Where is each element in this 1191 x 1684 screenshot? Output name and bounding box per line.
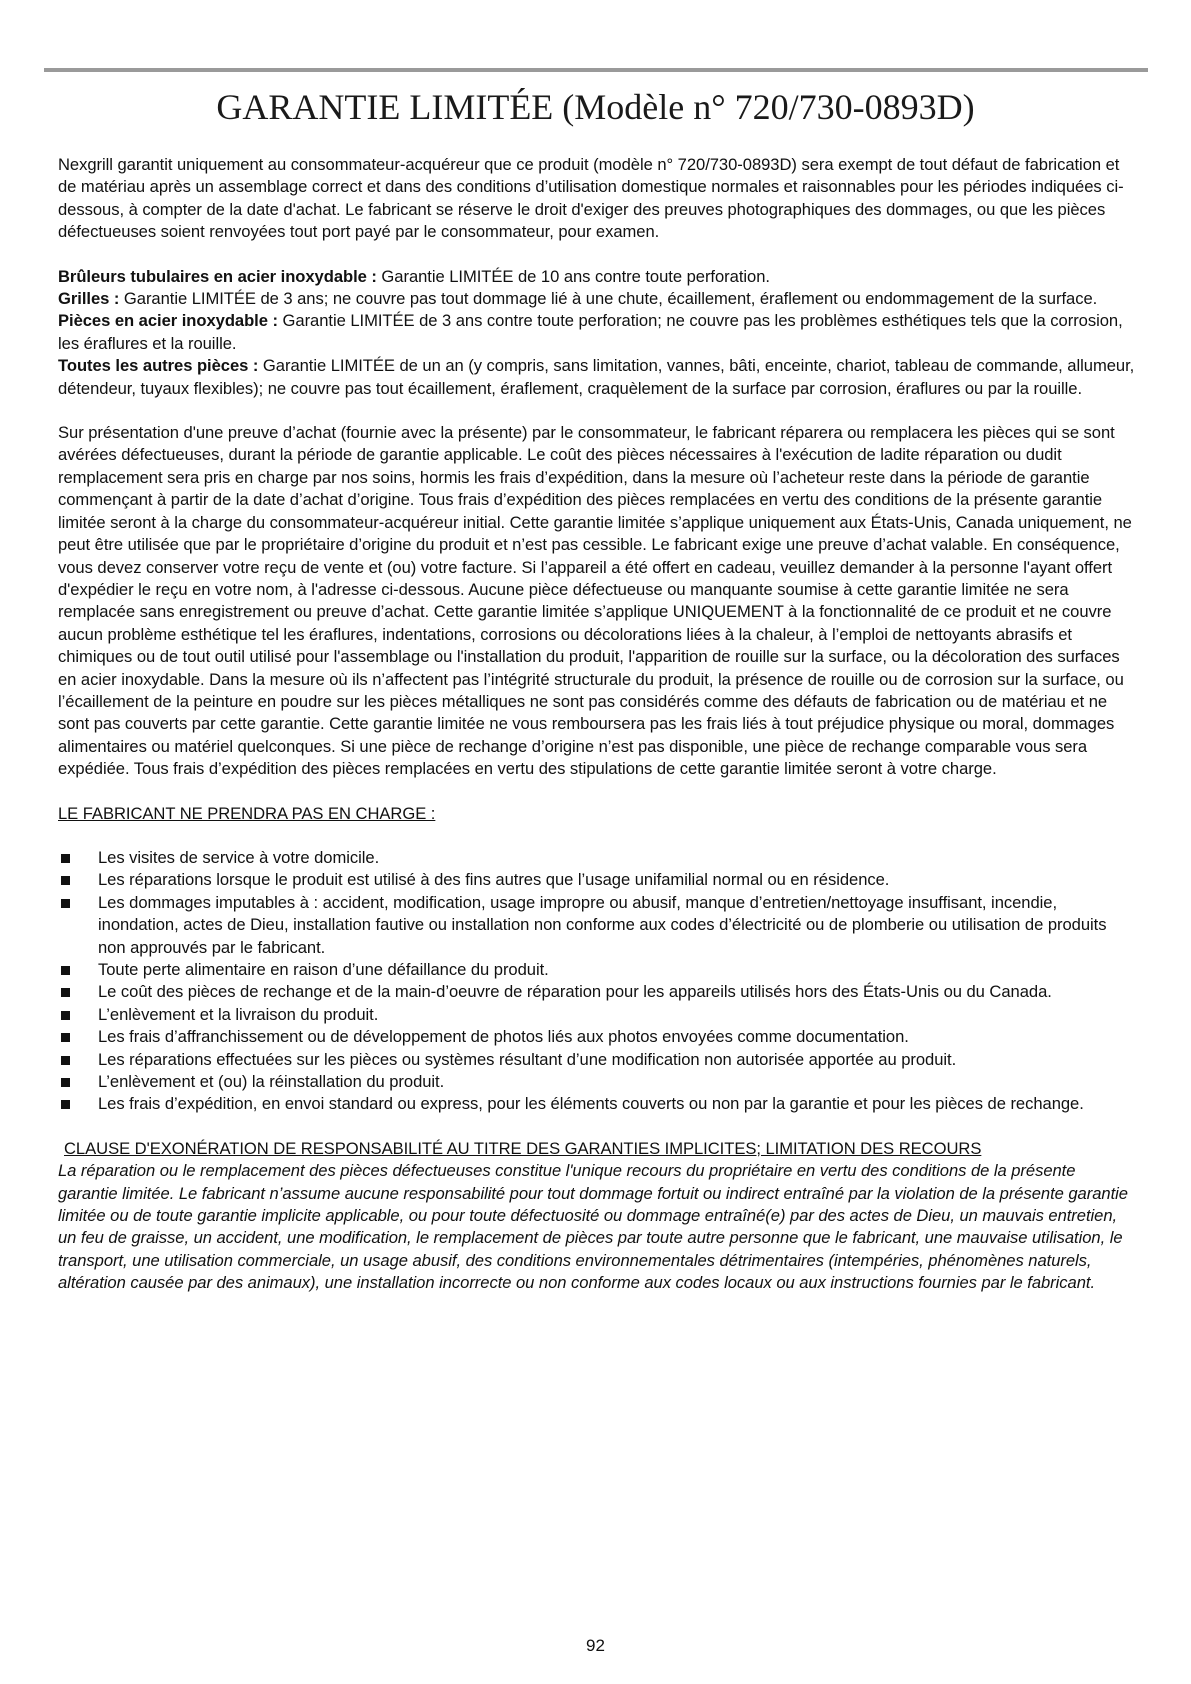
list-item bbox=[58, 1093, 1136, 1115]
warranty-content bbox=[58, 154, 1136, 1295]
term-other-parts bbox=[58, 355, 1136, 400]
square-bullet-icon bbox=[61, 854, 70, 863]
list-item-text: Les dommages imputables à : accident, modification, usage impropre ou abusif, manque d’entretien/nettoyage insuffisant, incendie, inondation, actes de Dieu, installation fautive ou installation non conforme aux codes d’électricité ou de plomberie ou utilisation de produits non approuvés par le fabricant. bbox=[98, 892, 1107, 957]
list-item bbox=[58, 869, 1136, 891]
page-number: 92 bbox=[586, 1636, 605, 1655]
square-bullet-icon bbox=[61, 899, 70, 908]
list-item-text: Les frais d’expédition, en envoi standard ou express, pour les éléments couverts ou non par la garantie et pour les pièces de rechange. bbox=[98, 1094, 1084, 1114]
conditions-paragraph: Sur présentation d'une preuve d’achat (fournie avec la présente) par le consommateur, le fabricant réparera ou remplacera les pièces qui se sont avérées défectueuses, durant la période de garantie applicable. Le coût des pièces nécessaires à l'exécution de ladite réparation ou dudit remplacement sera pris en charge par nos soins, hormis les frais d’expédition, dans la mesure où l’acheteur reste dans la période de garantie commençant à partir de la date d’achat d’origine. Tous frais d’expédition des pièces remplacées en vertu des conditions de la présente garantie limitée seront à la charge du consommateur-acquéreur initial. Cette garantie limitée s’applique uniquement aux États-Unis, Canada uniquement, ne peut être utilisée que par le propriétaire d’origine du produit et n’est pas cessible. Le fabricant exige une preuve d’achat valable. En conséquence, vous devez conserver votre reçu de vente et (ou) votre facture. Si l’appareil a été offert en cadeau, veuillez demander à la personne l'ayant offert d'expédier le reçu en votre nom, à l'adresse ci-dessous. Aucune pièce défectueuse ou manquante soumise à cette garantie limitée ne sera remplacée sans enregistrement ou preuve d’achat. Cette garantie limitée s’applique UNIQUEMENT à la fonctionnalité de ce produit et ne couvre aucun problème esthétique tel les éraflures, indentations, corrosions ou décolorations liées à la chaleur, à l’emploi de nettoyants abrasifs et chimiques ou de tout outil utilisé pour l'assemblage ou l'installation du produit, l'apparition de rouille sur la surface, ou la décoloration des surfaces en acier inoxydable. Dans la mesure où ils n’affectent pas l’intégrité structurale du produit, la présence de rouille ou de corrosion sur la surface, ou l’écaillement de la peinture en poudre sur les pièces métalliques ne sont pas considérés comme des défauts de fabrication ou de matériau et ne sont pas couverts par cette garantie. Cette garantie limitée ne vous remboursera pas les frais liés à tout préjudice physique ou moral, dommages alimentaires ou matériel quelconques. Si une pièce de rechange d’origine n’est pas disponible, une pièce de rechange comparable vous sera expédiée. Tous frais d’expédition des pièces remplacées en vertu des stipulations de cette garantie limitée seront à votre charge. bbox=[58, 423, 1132, 779]
square-bullet-icon bbox=[61, 988, 70, 997]
term-label: Pièces en acier inoxydable : bbox=[58, 311, 278, 331]
list-item-text: Le coût des pièces de rechange et de la main-d’oeuvre de réparation pour les appareils utilisés hors des États-Unis ou du Canada. bbox=[98, 982, 1052, 1002]
term-grills bbox=[58, 288, 1136, 310]
term-text: Garantie LIMITÉE de 10 ans contre toute perforation. bbox=[376, 266, 770, 286]
square-bullet-icon bbox=[61, 1100, 70, 1109]
list-item bbox=[58, 892, 1136, 959]
list-item-text: Les réparations lorsque le produit est utilisé à des fins autres que l’usage unifamilial normal ou en résidence. bbox=[98, 870, 890, 890]
square-bullet-icon bbox=[61, 1078, 70, 1087]
intro-paragraph: Nexgrill garantit uniquement au consommateur-acquéreur que ce produit (modèle n° 720/730-0893D) sera exempt de tout défaut de fabrication et de matériau après un assemblage correct et dans des conditions d’utilisation domestique normales et raisonnables pour les périodes indiquées ci-dessous, à compter de la date d'achat. Le fabricant se réserve le droit d'exiger des preuves photographiques des dommages, ou que les pièces défectueuses soient renvoyées tout port payé par le consommateur, pour examen. bbox=[58, 155, 1124, 242]
term-text: Garantie LIMITÉE de 3 ans contre toute perforation; ne couvre pas les problèmes esthétiques tels que la corrosion, les éraflures et la rouille. bbox=[58, 311, 1123, 353]
list-item-text: Les réparations effectuées sur les pièces ou systèmes résultant d’une modification non autorisée apportée au produit. bbox=[98, 1049, 957, 1069]
list-item-text: Toute perte alimentaire en raison d’une défaillance du produit. bbox=[98, 960, 549, 979]
term-label: Brûleurs tubulaires en acier inoxydable : bbox=[58, 266, 377, 286]
term-text: Garantie LIMITÉE de un an (y compris, sans limitation, vannes, bâti, enceinte, chariot, tableau de commande, allumeur, détendeur, tuyaux flexibles); ne couvre pas tout écaillement, éraflement, craquèlement de la surface par corrosion, éraflures ou par la rouille. bbox=[58, 356, 1135, 398]
exclusions-heading: LE FABRICANT NE PRENDRA PAS EN CHARGE : bbox=[58, 803, 436, 823]
list-item bbox=[58, 1049, 1136, 1071]
warranty-terms bbox=[58, 266, 1136, 400]
list-item-text: L’enlèvement et (ou) la réinstallation du produit. bbox=[98, 1072, 445, 1092]
term-text: Garantie LIMITÉE de 3 ans; ne couvre pas tout dommage lié à une chute, écaillement, éraflement ou endommagement de la surface. bbox=[119, 289, 1098, 309]
list-item-text: L’enlèvement et la livraison du produit. bbox=[98, 1004, 379, 1024]
exclusions-list bbox=[58, 847, 1136, 1116]
list-item bbox=[58, 847, 1136, 869]
page-title: GARANTIE LIMITÉE (Modèle n° 720/730-0893D) bbox=[216, 87, 975, 127]
term-label: Grilles : bbox=[58, 289, 120, 309]
term-burners bbox=[58, 266, 1136, 288]
square-bullet-icon bbox=[61, 1011, 70, 1020]
list-item-text: Les visites de service à votre domicile. bbox=[98, 847, 380, 867]
square-bullet-icon bbox=[61, 1033, 70, 1042]
disclaimer-paragraph: La réparation ou le remplacement des pièces défectueuses constitue l'unique recours du propriétaire en vertu des conditions de la présente garantie limitée. Le fabricant n’assume aucune responsabilité pour tout dommage fortuit ou indirect entraîné par la violation de la présente garantie limitée ou de toute garantie implicite applicable, ou pour toute défectuosité ou dommage entraîné(e) par des actes de Dieu, un mauvais entretien, un feu de graisse, un accident, une modification, le remplacement de pièces par toute autre personne que le fabricant, une mauvaise utilisation, le transport, une utilisation commerciale, un usage abusif, des conditions environnementales détrimentaires (intempéries, phénomènes naturels, altération causée par des animaux), une installation incorrecte ou non conforme aux codes locaux ou aux instructions fournies par le fabricant. bbox=[58, 1161, 1128, 1293]
top-rule bbox=[44, 68, 1148, 72]
term-label: Toutes les autres pièces : bbox=[58, 356, 259, 376]
list-item bbox=[58, 981, 1136, 1003]
square-bullet-icon bbox=[61, 966, 70, 975]
list-item bbox=[58, 1071, 1136, 1093]
list-item bbox=[58, 1026, 1136, 1048]
list-item bbox=[58, 1004, 1136, 1026]
list-item-text: Les frais d’affranchissement ou de développement de photos liés aux photos envoyées comme documentation. bbox=[98, 1027, 909, 1047]
list-item bbox=[58, 959, 1136, 981]
square-bullet-icon bbox=[61, 1056, 70, 1065]
disclaimer-heading: CLAUSE D'EXONÉRATION DE RESPONSABILITÉ AU TITRE DES GARANTIES IMPLICITES; LIMITATION DES RECOURS bbox=[64, 1138, 982, 1158]
term-stainless-parts bbox=[58, 310, 1136, 355]
square-bullet-icon bbox=[61, 876, 70, 885]
